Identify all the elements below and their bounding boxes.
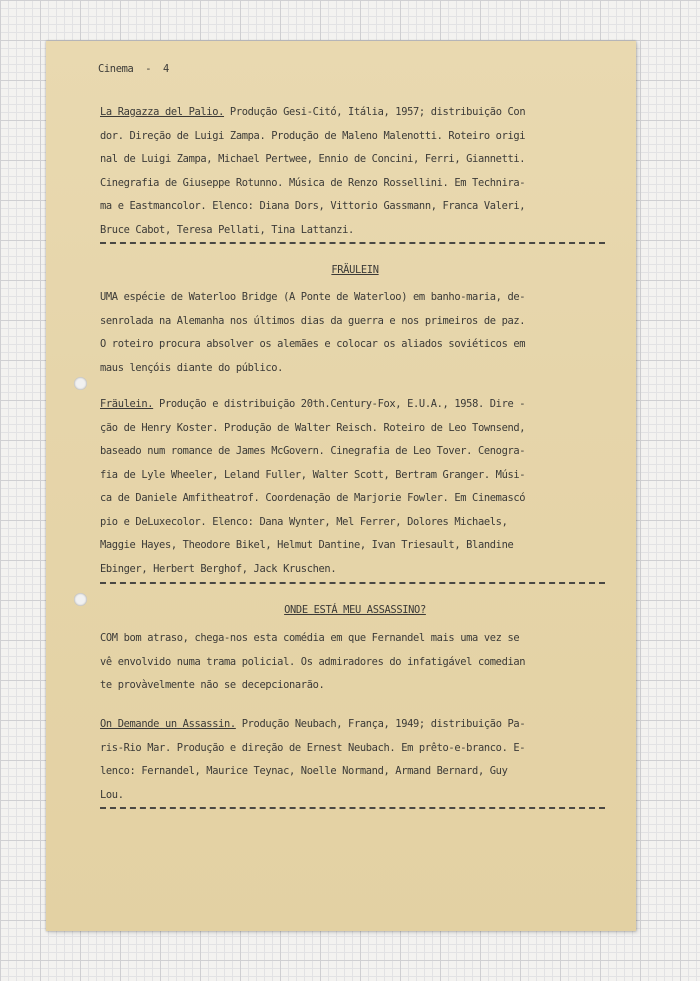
text-line: Bruce Cabot, Teresa Pellati, Tina Lattanzi. — [100, 223, 354, 236]
text-line: O roteiro procura absolver os alemães e colocar os aliados soviéticos em — [100, 338, 526, 350]
film-credits-la-ragazza-del-palio — [100, 101, 610, 242]
punch-hole — [74, 593, 87, 606]
section-divider — [100, 582, 605, 584]
text-line: Lou. — [100, 788, 124, 801]
text-line: fia de Lyle Wheeler, Leland Fuller, Walter Scott, Bertram Granger. Músi- — [100, 468, 526, 481]
text-line: te provàvelmente não se decepcionarão. — [100, 679, 325, 691]
page-header: Cinema - 4 — [98, 63, 169, 75]
section-divider — [100, 242, 605, 244]
text-line: Ebinger, Herbert Berghof, Jack Kruschen. — [100, 562, 337, 575]
text-line: lenco: Fernandel, Maurice Teynac, Noelle Normand, Armand Bernard, Guy — [100, 765, 508, 777]
text-line: dor. Direção de Luigi Zampa. Produção de Maleno Malenotti. Roteiro origi — [100, 129, 526, 142]
text-line: ção de Henry Koster. Produção de Walter Reisch. Roteiro de Leo Townsend, — [100, 421, 526, 434]
text-line: pio e DeLuxecolor. Elenco: Dana Wynter, Mel Ferrer, Dolores Michaels, — [100, 515, 508, 528]
review-onde-esta-meu-assassino — [100, 627, 610, 698]
review-fraulein — [100, 286, 610, 380]
text-line: vê envolvido numa trama policial. Os admiradores do infatigável comedian — [100, 655, 526, 668]
section-divider — [100, 807, 605, 809]
text-line: senrolada na Alemanha nos últimos dias da guerra e nos primeiros de paz. — [100, 314, 526, 327]
text-line: UMA espécie de Waterloo Bridge (A Ponte de Waterloo) em banho-maria, de- — [100, 291, 526, 303]
text-line: ris-Rio Mar. Produção e direção de Ernest Neubach. Em prêto-e-branco. E- — [100, 741, 526, 754]
text-line: Produção e distribuição 20th.Century-Fox, E.U.A., 1958. Dire - — [153, 398, 526, 410]
text-line: Maggie Hayes, Theodore Bikel, Helmut Dantine, Ivan Triesault, Blandine — [100, 539, 514, 551]
section-heading-fraulein: FRÄULEIN — [331, 264, 379, 276]
section-heading-onde-esta-meu-assassino: ONDE ESTÁ MEU ASSASSINO? — [284, 604, 426, 616]
text-line: COM bom atraso, chega-nos esta comédia em que Fernandel mais uma vez se — [100, 632, 520, 644]
text-line: maus lençóis diante do público. — [100, 361, 284, 374]
film-title: La Ragazza del Palio. — [100, 106, 225, 118]
film-credits-on-demande-un-assassin — [100, 713, 610, 807]
text-line: ca de Daniele Amfitheatrof. Coordenação de Marjorie Fowler. Em Cinemascó — [100, 492, 526, 504]
film-title: On Demande un Assassin. — [100, 718, 236, 730]
film-credits-fraulein — [100, 393, 610, 581]
film-title: Fräulein. — [100, 398, 154, 410]
text-line: Produção Neubach, França, 1949; distribuição Pa- — [235, 718, 526, 730]
text-line: nal de Luigi Zampa, Michael Pertwee, Ennio de Concini, Ferri, Giannetti. — [100, 153, 526, 165]
text-line: Cinegrafia de Giuseppe Rotunno. Música de Renzo Rossellini. Em Technira- — [100, 176, 526, 189]
text-line: baseado num romance de James McGovern. Cinegrafia de Leo Tover. Cenogra- — [100, 445, 526, 457]
text-line: Produção Gesi-Citó, Itália, 1957; distribuição Con — [224, 106, 526, 118]
typewritten-page — [46, 41, 636, 931]
punch-hole — [74, 377, 87, 390]
text-line: ma e Eastmancolor. Elenco: Diana Dors, Vittorio Gassmann, Franca Valeri, — [100, 200, 526, 212]
